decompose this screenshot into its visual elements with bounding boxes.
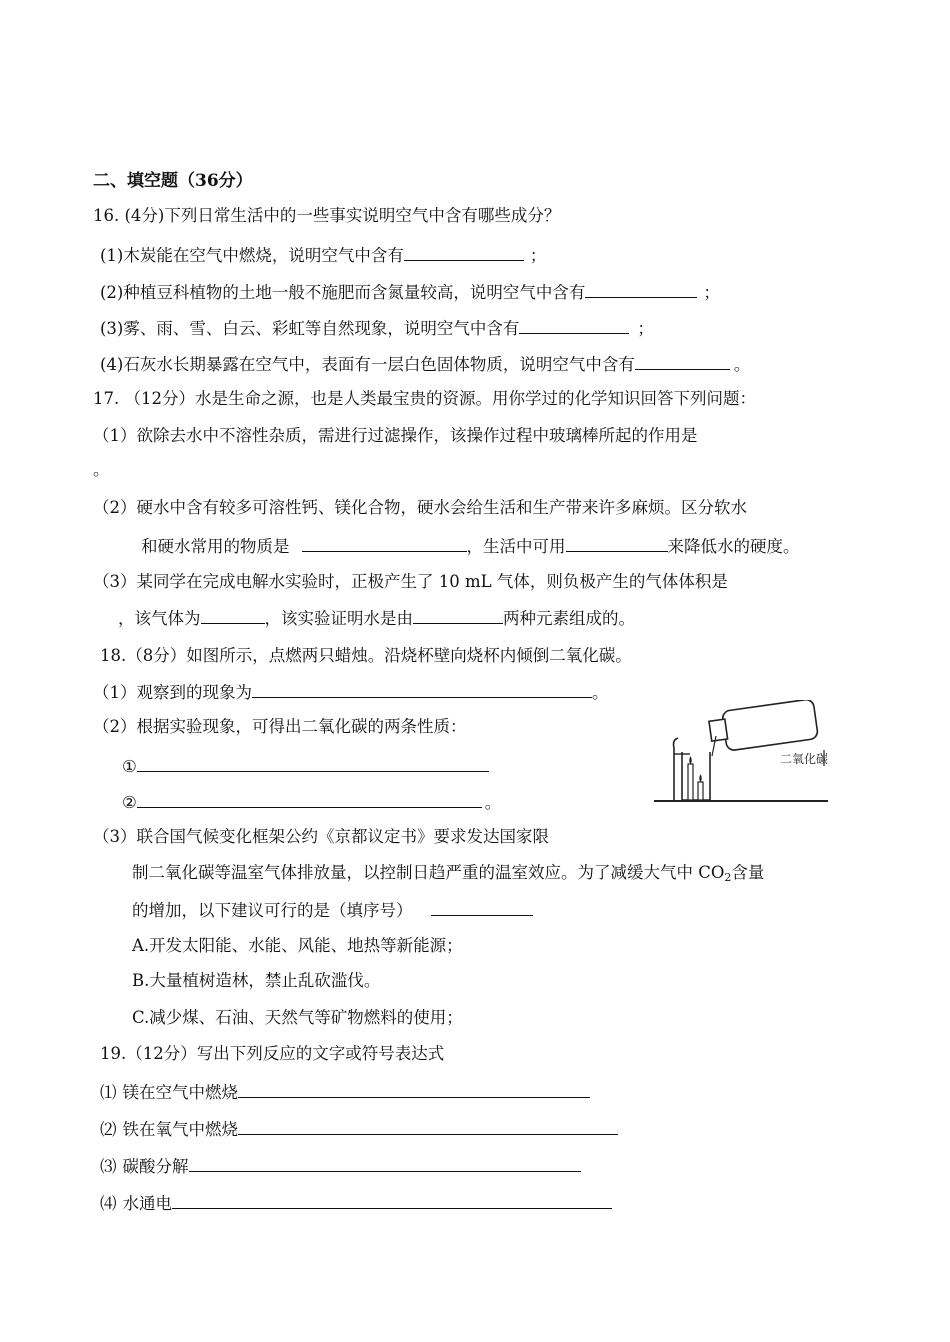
q19-item-3: ⑶ 碳酸分解 bbox=[100, 1154, 581, 1178]
section-title: 二、填空题（36分） bbox=[93, 171, 253, 191]
q16-stem: 16. (4分)下列日常生活中的一些事实说明空气中含有哪些成分？ bbox=[93, 206, 561, 225]
figure-label: 二氧化碳 bbox=[780, 752, 829, 766]
q18-p2: （2）根据实验现象，可得出二氧化碳的两条性质： bbox=[93, 717, 467, 736]
answer-blank[interactable] bbox=[413, 606, 503, 624]
answer-blank[interactable] bbox=[189, 1154, 581, 1172]
q18-c2: ② 。 bbox=[122, 790, 501, 814]
q18-stem: 18.（8分）如图所示，点燃两只蜡烛。沿烧杯壁向烧杯内倾倒二氧化碳。 bbox=[100, 646, 632, 665]
q18-p1: （1）观察到的现象为 。 bbox=[93, 680, 609, 704]
answer-blank[interactable] bbox=[404, 243, 524, 261]
answer-blank[interactable] bbox=[519, 316, 629, 334]
q16-item-1: (1)木炭能在空气中燃烧，说明空气中含有 ； bbox=[100, 243, 546, 267]
q18-c1: ① bbox=[122, 754, 489, 778]
q16-item-4: (4)石灰水长期暴露在空气中，表面有一层白色固体物质，说明空气中含有 。 bbox=[100, 352, 750, 376]
answer-blank[interactable] bbox=[302, 534, 467, 552]
q18-p3-line1: （3）联合国气候变化框架公约《京都议定书》要求发达国家限 bbox=[93, 827, 549, 846]
q17-p1-line2: 。 bbox=[93, 460, 110, 479]
answer-blank[interactable] bbox=[431, 898, 533, 916]
q19-item-1: ⑴ 镁在空气中燃烧 bbox=[100, 1080, 590, 1104]
answer-blank[interactable] bbox=[635, 352, 730, 370]
gas-bottle bbox=[708, 700, 819, 753]
q17-p3-line1: （3）某同学在完成电解水实验时，正极产生了 10 mL 气体，则负极产生的气体体积是 bbox=[93, 572, 728, 591]
co2-experiment-figure bbox=[652, 700, 830, 808]
answer-blank[interactable] bbox=[566, 534, 668, 552]
q17-p2-line1: （2）硬水中含有较多可溶性钙、镁化合物，硬水会给生活和生产带来许多麻烦。区分软水 bbox=[93, 498, 747, 517]
q16-item-3: (3)雾、雨、雪、白云、彩虹等自然现象，说明空气中含有 ； bbox=[100, 316, 654, 340]
answer-blank[interactable] bbox=[585, 280, 697, 298]
q19-stem: 19.（12分）写出下列反应的文字或符号表达式 bbox=[100, 1044, 445, 1063]
answer-blank[interactable] bbox=[137, 790, 482, 808]
q18-p3-line3: 的增加，以下建议可行的是（填序号） bbox=[132, 898, 533, 922]
q17-p2-line2: 和硬水常用的物质是 ，生活中可用 来降低水的硬度。 bbox=[141, 534, 800, 558]
beaker bbox=[682, 752, 710, 800]
answer-blank[interactable] bbox=[172, 1191, 612, 1209]
answer-blank[interactable] bbox=[137, 754, 489, 772]
answer-blank[interactable] bbox=[201, 606, 265, 624]
q19-item-4: ⑷ 水通电 bbox=[100, 1191, 612, 1215]
q19-item-2: ⑵ 铁在氧气中燃烧 bbox=[100, 1117, 618, 1141]
q17-p1-line1: （1）欲除去水中不溶性杂质，需进行过滤操作，该操作过程中玻璃棒所起的作用是 bbox=[93, 426, 698, 445]
q17-stem: 17. （12分）水是生命之源，也是人类最宝贵的资源。用你学过的化学知识回答下列问题： bbox=[93, 389, 756, 408]
q16-item-2: (2)种植豆科植物的土地一般不施肥而含氮量较高，说明空气中含有 ； bbox=[100, 280, 720, 304]
q18-option-a: A.开发太阳能、水能、风能、地热等新能源； bbox=[132, 936, 463, 955]
q18-option-c: C.减少煤、石油、天然气等矿物燃料的使用； bbox=[132, 1008, 463, 1027]
answer-blank[interactable] bbox=[252, 680, 592, 698]
q17-p3-line2: ，该气体为 ，该实验证明水是由 两种元素组成的。 bbox=[118, 606, 635, 630]
answer-blank[interactable] bbox=[238, 1117, 618, 1135]
answer-blank[interactable] bbox=[238, 1080, 590, 1098]
q18-option-b: B.大量植树造林，禁止乱砍滥伐。 bbox=[132, 971, 381, 990]
q18-p3-line2: 制二氧化碳等温室气体排放量，以控制日趋严重的温室效应。为了减缓大气中 $CO_2$含量 bbox=[132, 863, 765, 884]
